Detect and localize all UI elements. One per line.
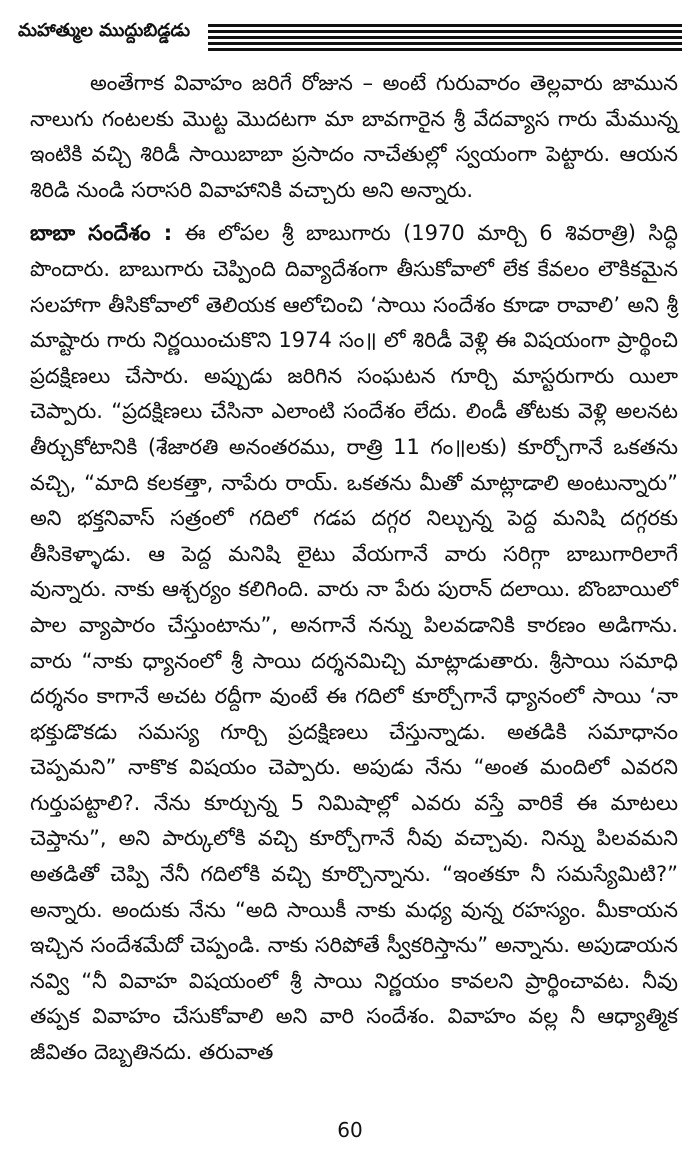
running-title: మహాత్ముల ముద్దుబిడ్డడు (18, 20, 191, 41)
header-rule-lines (208, 24, 682, 54)
header-rule (208, 42, 682, 45)
header-rule (208, 30, 682, 33)
paragraph-2-text: ఈ లోపల శ్రీ బాబుగారు (1970 మార్చి 6 శివరాత్రి) సిద్ధి పొందారు. బాబుగారు చెప్పింది దివ్యాదేశంగా తీసుకోవాలో లేక కేవలం లౌకికమైన సలహాగా తీసికోవాలో తెలియక ఆలోచించి ‘సాయి సందేశం కూడా రావాలి’ అని శ్రీ మాష్టారు గారు నిర్ణయించుకొని 1974 సం॥ లో శిరిడీ వెళ్లి ఈ విషయంగా ప్రార్థించి ప్రదక్షిణలు చేసారు. అప్పుడు జరిగిన సంఘటన గూర్చి మాస్టరుగారు యిలా చెప్పారు. “ప్రదక్షిణలు చేసినా ఎలాంటి సందేశం లేదు. లిండీ తోటకు వెళ్లి అలనట తీర్చుకోటానికి (శేజారతి అనంతరము, రాత్రి 11 గం॥లకు) కూర్చోగానే ఒకతను వచ్చి, “మాది కలకత్తా, నాపేరు రాయ్. ఒకతను మీతో మాట్లాడాలి అంటున్నారు” అని భక్తనివాస్ సత్రంలో గదిలో గడప దగ్గర నిల్చున్న పెద్ద మనిషి దగ్గరకు తీసికెళ్ళాడు. ఆ పెద్ద మనిషి లైటు వేయగానే వారు సరిగ్గా బాబుగారిలాగే వున్నారు. నాకు ఆశ్చర్యం కలిగింది. వారు నా పేరు పురాన్ దలాయి. బొంబాయిలో పాల వ్యాపారం చేస్తుంటాను”, అనగానే నన్ను పిలవడానికి కారణం అడిగాను. వారు “నాకు ధ్యానంలో శ్రీ సాయి దర్శనమిచ్చి మాట్లాడుతారు. శ్రీసాయి సమాధి దర్శనం కాగానే అచట రద్దీగా వుంటే ఈ గదిలో కూర్చోగానే ధ్యానంలో సాయి ‘నా భక్తుడొకడు సమస్య గూర్చి ప్రదక్షిణలు చేస్తున్నాడు. అతడికి సమాధానం చెప్పమని” నాకొక విషయం చెప్పారు. అపుడు నేను “అంత మందిలో ఎవరని గుర్తుపట్టాలి?. నేను కూర్చున్న 5 నిమిషాల్లో ఎవరు వస్తే వారికే ఈ మాటలు చెప్తాను”, అని పార్కులోకి వచ్చి కూర్చోగానే నీవు వచ్చావు. నిన్ను పిలవమని అతడితో చెప్పి నేనీ గదిలోకి వచ్చి కూర్చొన్నాను. “ఇంతకూ నీ సమస్యేమిటి?” అన్నారు. అందుకు నేను “అది సాయికీ నాకు మధ్య వున్న రహస్యం. మీకాయన ఇచ్చిన సందేశమేదో చెప్పండి. నాకు సరిపోతే స్వీకరిస్తాను” అన్నాను. అపుడాయన నవ్వి “నీ వివాహ విషయంలో శ్రీ సాయి నిర్ణయం కావలని ప్రార్థించావట. నీవు తప్పక వివాహం చేసుకోవాలి అని వారి సందేశం. వివాహం వల్ల నీ ఆధ్యాత్మిక జీవితం దెబ్బతినదు. తరువాత (30, 221, 678, 1065)
page-number: 60 (337, 1118, 363, 1142)
header-rule (208, 36, 682, 39)
header-rule (208, 24, 682, 27)
header-rule (208, 48, 682, 51)
running-header (18, 10, 682, 50)
paragraph-1: అంతేగాక వివాహం జరిగే రోజున – అంటే గురువారం తెల్లవారు జామున నాలుగు గంటలకు మొట్ట మొదటగా మా బావగారైన శ్రీ వేదవ్యాస గారు మేమున్న ఇంటికి వచ్చి శిరిడీ సాయిబాబా ప్రసాదం నాచేతుల్లో స్వయంగా పెట్టారు. ఆయన శిరిడి నుండి సరాసరి వివాహానికి వచ్చారు అని అన్నారు. (30, 71, 678, 202)
page-body (30, 66, 678, 1071)
section-heading: బాబా సందేశం : (30, 221, 173, 246)
paragraph-2 (30, 216, 678, 1070)
